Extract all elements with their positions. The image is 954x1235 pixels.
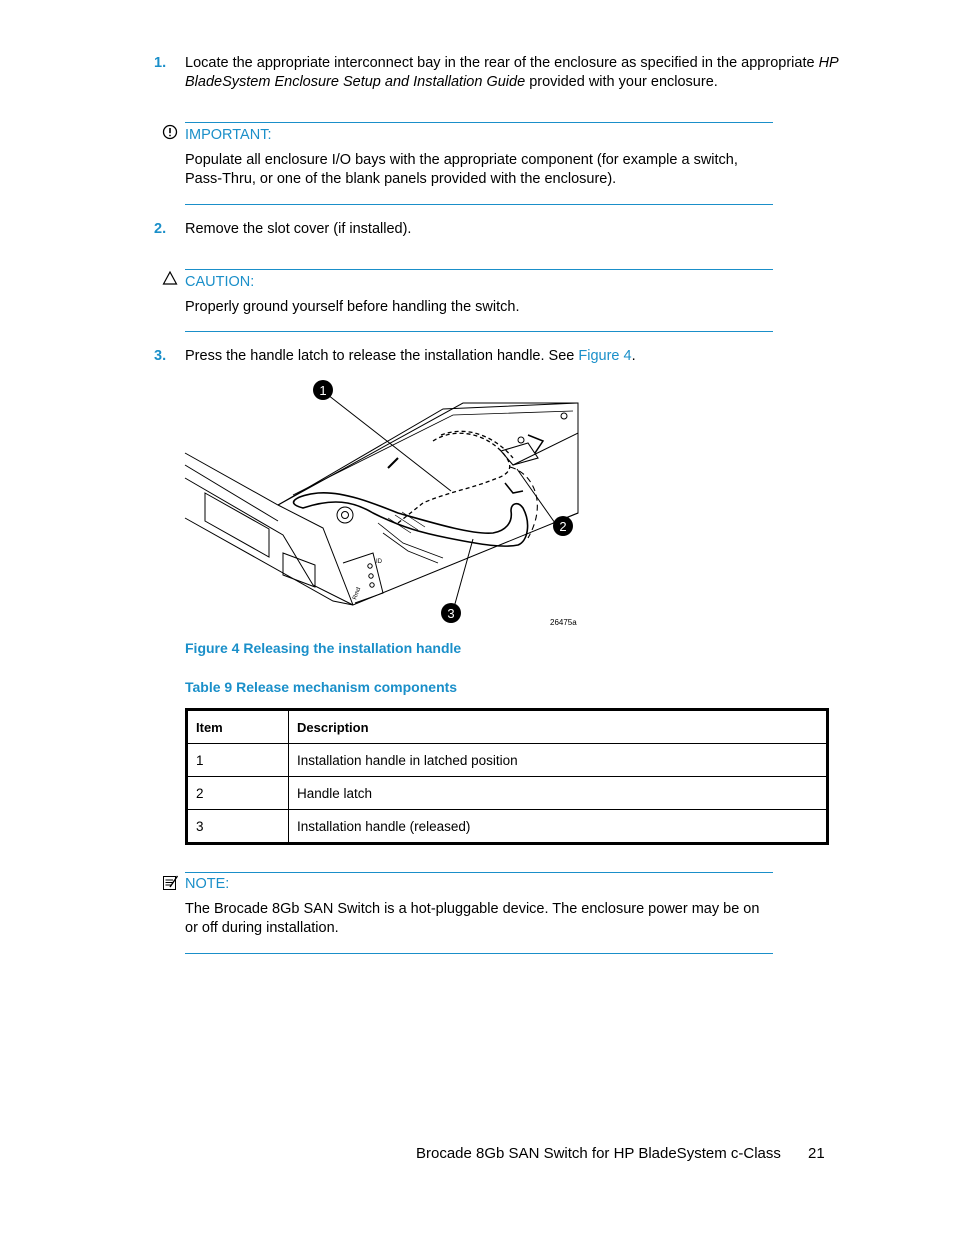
caution-label: CAUTION: [185,274,255,290]
table-caption: Table 9 Release mechanism components [185,679,458,695]
step-3-period: . [631,348,636,364]
table-cell-description: Handle latch [289,777,828,810]
figure-code: 26475a [550,618,577,627]
step-3-number: 3. [154,348,167,364]
important-top-rule [185,122,773,123]
important-label: IMPORTANT: [185,127,272,143]
table-header-description: Description [289,710,828,744]
panel-label-id: ID [376,559,382,565]
caution-text: Properly ground yourself before handling the switch. [185,299,520,315]
step-2-text: Remove the slot cover (if installed). [185,221,412,237]
caution-bottom-rule [185,331,773,332]
table-cell-item: 3 [187,810,289,844]
table-row [187,777,828,810]
note-label: NOTE: [185,876,230,892]
step-3-text-part: Press the handle latch to release the installation handle. See [185,348,579,364]
table-cell-description: Installation handle in latched position [289,744,828,777]
important-bottom-rule [185,204,773,205]
callout-1-leader [328,395,451,491]
table-header-item: Item [187,710,289,744]
panel-label-rmd: Rmd [352,586,363,601]
callout-2-number: 2 [559,519,567,534]
callout-2-leader [517,469,555,523]
note-line-2: or off during installation. [185,920,339,936]
latched-handle [398,433,510,523]
page-number: 21 [808,1145,825,1162]
important-line-2: Pass-Thru, or one of the blank panels provided with the enclosure). [185,171,617,187]
step-1-number: 1. [154,55,167,71]
important-line-1: Populate all enclosure I/O bays with the appropriate component (for example a switch, [185,152,738,168]
caution-icon [162,270,178,286]
footer-title: Brocade 8Gb SAN Switch for HP BladeSystem c-Class [416,1145,781,1162]
note-icon [162,874,179,891]
caution-top-rule [185,269,773,270]
callout-1-number: 1 [319,383,327,398]
table-header-row [187,710,828,744]
table-cell-item: 2 [187,777,289,810]
step-2-number: 2. [154,221,167,237]
table-cell-description: Installation handle (released) [289,810,828,844]
released-handle [294,493,528,546]
step-1-text [185,54,845,92]
callout-3-number: 3 [447,606,455,621]
step-1-text-part: Locate the appropriate interconnect bay in the rear of the enclosure as specified in the appropriate [185,55,815,71]
callout-3-leader [453,539,473,611]
table-cell-item: 1 [187,744,289,777]
note-top-rule [185,872,773,873]
important-icon [162,124,178,140]
step-3-text [185,347,636,366]
components-table [185,708,829,845]
installation-handle-figure [183,373,603,633]
step-1-text-end: provided with your enclosure. [529,74,718,90]
note-line-1: The Brocade 8Gb SAN Switch is a hot-pluggable device. The enclosure power may be on [185,901,760,917]
figure-4-link[interactable]: Figure 4 [578,348,632,364]
table-row [187,810,828,844]
table-row [187,744,828,777]
guide-title: HP BladeSystem Enclosure Setup and Installation Guide [185,55,839,90]
note-bottom-rule [185,953,773,954]
figure-caption: Figure 4 Releasing the installation handle [185,640,462,656]
